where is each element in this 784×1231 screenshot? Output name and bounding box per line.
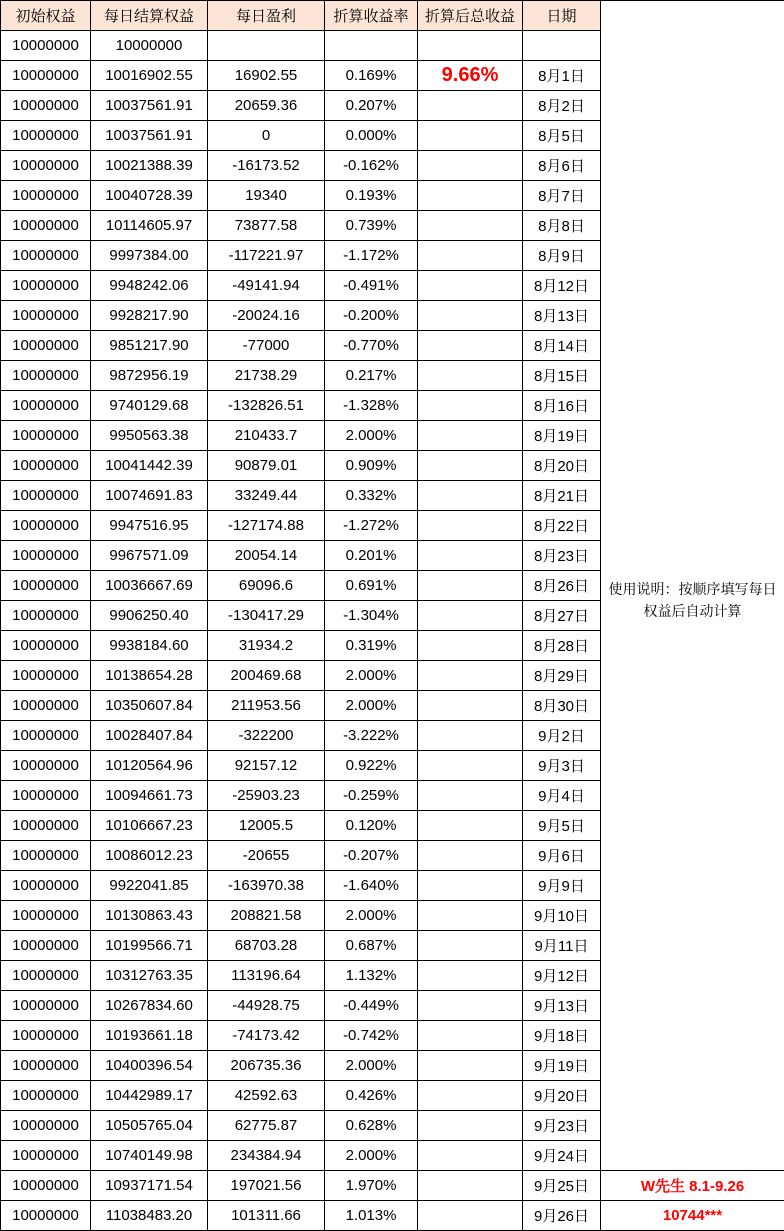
usage-note: 使用说明：按顺序填写每日权益后自动计算 — [601, 31, 784, 1171]
cell-initial-equity: 10000000 — [1, 481, 91, 511]
cell-initial-equity: 10000000 — [1, 661, 91, 691]
cell-date: 9月10日 — [523, 901, 601, 931]
cell-date: 8月5日 — [523, 121, 601, 151]
cell-daily-profit: 101311.66 — [208, 1201, 325, 1231]
cell-date: 8月23日 — [523, 541, 601, 571]
cell-date: 8月15日 — [523, 361, 601, 391]
cell-daily-profit: 42592.63 — [208, 1081, 325, 1111]
client-label: W先生 8.1-9.26 — [601, 1171, 784, 1201]
cell-total-return — [418, 541, 523, 571]
cell-initial-equity: 10000000 — [1, 211, 91, 241]
cell-daily-profit: -117221.97 — [208, 241, 325, 271]
cell-date: 8月8日 — [523, 211, 601, 241]
cell-settlement-equity: 10350607.84 — [91, 691, 208, 721]
cell-daily-profit: 210433.7 — [208, 421, 325, 451]
cell-date: 8月14日 — [523, 331, 601, 361]
cell-date: 8月13日 — [523, 301, 601, 331]
cell-daily-profit: 90879.01 — [208, 451, 325, 481]
cell-daily-profit: -163970.38 — [208, 871, 325, 901]
total-return-value: 9.66% — [418, 61, 523, 91]
cell-daily-profit: 113196.64 — [208, 961, 325, 991]
cell-daily-profit: -132826.51 — [208, 391, 325, 421]
cell-return-rate: 0.691% — [325, 571, 418, 601]
cell-total-return — [418, 961, 523, 991]
cell-return-rate: 1.970% — [325, 1171, 418, 1201]
cell-settlement-equity: 9950563.38 — [91, 421, 208, 451]
cell-initial-equity: 10000000 — [1, 421, 91, 451]
cell-date: 9月6日 — [523, 841, 601, 871]
cell-initial-equity: 10000000 — [1, 601, 91, 631]
cell-daily-profit: 20659.36 — [208, 91, 325, 121]
table-row — [1, 1201, 784, 1231]
cell-return-rate: 0.201% — [325, 541, 418, 571]
cell-date: 8月16日 — [523, 391, 601, 421]
cell-settlement-equity: 10114605.97 — [91, 211, 208, 241]
cell-daily-profit: -49141.94 — [208, 271, 325, 301]
cell-initial-equity: 10000000 — [1, 181, 91, 211]
cell-date: 9月11日 — [523, 931, 601, 961]
cell-initial-equity: 10000000 — [1, 31, 91, 61]
cell-settlement-equity: 10267834.60 — [91, 991, 208, 1021]
cell-total-return — [418, 151, 523, 181]
cell-total-return — [418, 271, 523, 301]
cell-date: 8月12日 — [523, 271, 601, 301]
header-total-return: 折算后总收益 — [418, 1, 523, 31]
cell-return-rate: 0.120% — [325, 811, 418, 841]
cell-settlement-equity: 10086012.23 — [91, 841, 208, 871]
cell-initial-equity: 10000000 — [1, 691, 91, 721]
cell-return-rate: 0.193% — [325, 181, 418, 211]
cell-initial-equity: 10000000 — [1, 61, 91, 91]
header-return-rate: 折算收益率 — [325, 1, 418, 31]
cell-initial-equity: 10000000 — [1, 751, 91, 781]
cell-total-return — [418, 631, 523, 661]
cell-daily-profit: 19340 — [208, 181, 325, 211]
cell-date: 9月3日 — [523, 751, 601, 781]
cell-initial-equity: 10000000 — [1, 361, 91, 391]
cell-date: 8月29日 — [523, 661, 601, 691]
table-row — [1, 1171, 784, 1201]
cell-total-return — [418, 121, 523, 151]
cell-settlement-equity: 9948242.06 — [91, 271, 208, 301]
cell-initial-equity: 10000000 — [1, 151, 91, 181]
cell-return-rate: 1.013% — [325, 1201, 418, 1231]
cell-daily-profit: 92157.12 — [208, 751, 325, 781]
account-label: 10744*** — [601, 1201, 784, 1231]
cell-total-return — [418, 661, 523, 691]
cell-initial-equity: 10000000 — [1, 961, 91, 991]
cell-initial-equity: 10000000 — [1, 121, 91, 151]
cell-return-rate: -0.200% — [325, 301, 418, 331]
cell-date — [523, 31, 601, 61]
cell-date: 8月21日 — [523, 481, 601, 511]
cell-total-return — [418, 1201, 523, 1231]
cell-date: 8月30日 — [523, 691, 601, 721]
cell-return-rate: -0.491% — [325, 271, 418, 301]
cell-return-rate: -1.172% — [325, 241, 418, 271]
cell-daily-profit: -16173.52 — [208, 151, 325, 181]
cell-return-rate: 0.909% — [325, 451, 418, 481]
cell-daily-profit: -44928.75 — [208, 991, 325, 1021]
cell-settlement-equity: 9947516.95 — [91, 511, 208, 541]
cell-return-rate: -0.162% — [325, 151, 418, 181]
cell-date: 9月25日 — [523, 1171, 601, 1201]
cell-settlement-equity: 10074691.83 — [91, 481, 208, 511]
cell-date: 9月2日 — [523, 721, 601, 751]
cell-initial-equity: 10000000 — [1, 871, 91, 901]
cell-date: 8月7日 — [523, 181, 601, 211]
cell-total-return — [418, 571, 523, 601]
cell-settlement-equity: 10028407.84 — [91, 721, 208, 751]
cell-date: 9月19日 — [523, 1051, 601, 1081]
cell-total-return — [418, 241, 523, 271]
cell-daily-profit: -127174.88 — [208, 511, 325, 541]
cell-date: 9月13日 — [523, 991, 601, 1021]
cell-settlement-equity: 10016902.55 — [91, 61, 208, 91]
cell-date: 9月9日 — [523, 871, 601, 901]
cell-date: 8月19日 — [523, 421, 601, 451]
cell-total-return — [418, 331, 523, 361]
cell-settlement-equity: 10442989.17 — [91, 1081, 208, 1111]
cell-settlement-equity: 9938184.60 — [91, 631, 208, 661]
cell-return-rate: 1.132% — [325, 961, 418, 991]
cell-return-rate: 0.922% — [325, 751, 418, 781]
cell-daily-profit: 33249.44 — [208, 481, 325, 511]
cell-total-return — [418, 1111, 523, 1141]
cell-return-rate: 2.000% — [325, 901, 418, 931]
cell-date: 9月5日 — [523, 811, 601, 841]
cell-initial-equity: 10000000 — [1, 541, 91, 571]
cell-settlement-equity: 10199566.71 — [91, 931, 208, 961]
cell-daily-profit: 73877.58 — [208, 211, 325, 241]
cell-date: 9月26日 — [523, 1201, 601, 1231]
cell-initial-equity: 10000000 — [1, 1201, 91, 1231]
cell-return-rate: -1.640% — [325, 871, 418, 901]
cell-settlement-equity: 9851217.90 — [91, 331, 208, 361]
cell-initial-equity: 10000000 — [1, 391, 91, 421]
cell-return-rate: 2.000% — [325, 421, 418, 451]
cell-daily-profit: -20655 — [208, 841, 325, 871]
cell-settlement-equity: 10036667.69 — [91, 571, 208, 601]
cell-initial-equity: 10000000 — [1, 1111, 91, 1141]
cell-daily-profit: -74173.42 — [208, 1021, 325, 1051]
cell-return-rate: 2.000% — [325, 1141, 418, 1171]
cell-return-rate: -1.304% — [325, 601, 418, 631]
cell-settlement-equity: 10041442.39 — [91, 451, 208, 481]
cell-total-return — [418, 991, 523, 1021]
header-date: 日期 — [523, 1, 601, 31]
cell-settlement-equity: 9872956.19 — [91, 361, 208, 391]
cell-settlement-equity: 9967571.09 — [91, 541, 208, 571]
cell-daily-profit: 62775.87 — [208, 1111, 325, 1141]
cell-date: 9月4日 — [523, 781, 601, 811]
cell-initial-equity: 10000000 — [1, 1141, 91, 1171]
cell-initial-equity: 10000000 — [1, 931, 91, 961]
cell-settlement-equity: 9928217.90 — [91, 301, 208, 331]
cell-return-rate: -0.259% — [325, 781, 418, 811]
cell-daily-profit: -77000 — [208, 331, 325, 361]
cell-daily-profit: -25903.23 — [208, 781, 325, 811]
cell-return-rate: -0.742% — [325, 1021, 418, 1051]
cell-daily-profit: 16902.55 — [208, 61, 325, 91]
cell-return-rate: 0.217% — [325, 361, 418, 391]
cell-total-return — [418, 841, 523, 871]
cell-return-rate: 0.000% — [325, 121, 418, 151]
cell-date: 8月6日 — [523, 151, 601, 181]
cell-daily-profit: 21738.29 — [208, 361, 325, 391]
cell-settlement-equity: 10937171.54 — [91, 1171, 208, 1201]
cell-daily-profit: 211953.56 — [208, 691, 325, 721]
cell-return-rate: 0.739% — [325, 211, 418, 241]
table-row — [1, 31, 784, 61]
cell-initial-equity: 10000000 — [1, 91, 91, 121]
cell-return-rate: 0.207% — [325, 91, 418, 121]
cell-initial-equity: 10000000 — [1, 1051, 91, 1081]
cell-total-return — [418, 481, 523, 511]
cell-initial-equity: 10000000 — [1, 571, 91, 601]
cell-initial-equity: 10000000 — [1, 331, 91, 361]
cell-return-rate: 0.687% — [325, 931, 418, 961]
cell-total-return — [418, 211, 523, 241]
cell-return-rate: 0.319% — [325, 631, 418, 661]
cell-date: 9月24日 — [523, 1141, 601, 1171]
cell-daily-profit: -130417.29 — [208, 601, 325, 631]
cell-settlement-equity: 10400396.54 — [91, 1051, 208, 1081]
cell-total-return — [418, 781, 523, 811]
cell-daily-profit: 200469.68 — [208, 661, 325, 691]
cell-daily-profit: 20054.14 — [208, 541, 325, 571]
cell-initial-equity: 10000000 — [1, 811, 91, 841]
cell-initial-equity: 10000000 — [1, 1171, 91, 1201]
cell-total-return — [418, 511, 523, 541]
cell-initial-equity: 10000000 — [1, 1021, 91, 1051]
cell-date: 9月12日 — [523, 961, 601, 991]
cell-daily-profit: 197021.56 — [208, 1171, 325, 1201]
header-daily-settlement-equity: 每日结算权益 — [91, 1, 208, 31]
cell-date: 9月23日 — [523, 1111, 601, 1141]
cell-settlement-equity: 10740149.98 — [91, 1141, 208, 1171]
cell-initial-equity: 10000000 — [1, 841, 91, 871]
cell-return-rate: -1.272% — [325, 511, 418, 541]
cell-settlement-equity: 9740129.68 — [91, 391, 208, 421]
cell-settlement-equity: 10094661.73 — [91, 781, 208, 811]
cell-daily-profit: 0 — [208, 121, 325, 151]
table-body — [1, 31, 784, 1231]
cell-date: 8月1日 — [523, 61, 601, 91]
cell-initial-equity: 10000000 — [1, 631, 91, 661]
cell-total-return — [418, 691, 523, 721]
cell-initial-equity: 10000000 — [1, 1081, 91, 1111]
cell-total-return — [418, 1171, 523, 1201]
cell-settlement-equity: 10312763.35 — [91, 961, 208, 991]
cell-settlement-equity: 10037561.91 — [91, 121, 208, 151]
cell-total-return — [418, 931, 523, 961]
cell-total-return — [418, 1081, 523, 1111]
cell-settlement-equity: 9922041.85 — [91, 871, 208, 901]
header-row — [1, 1, 784, 31]
cell-return-rate: 0.332% — [325, 481, 418, 511]
cell-initial-equity: 10000000 — [1, 511, 91, 541]
cell-total-return — [418, 31, 523, 61]
cell-return-rate: -0.770% — [325, 331, 418, 361]
cell-total-return — [418, 91, 523, 121]
cell-date: 8月26日 — [523, 571, 601, 601]
cell-daily-profit: 208821.58 — [208, 901, 325, 931]
cell-return-rate: 0.628% — [325, 1111, 418, 1141]
cell-daily-profit: 31934.2 — [208, 631, 325, 661]
side-note-column — [601, 1, 784, 31]
cell-settlement-equity: 10000000 — [91, 31, 208, 61]
cell-total-return — [418, 391, 523, 421]
cell-total-return — [418, 181, 523, 211]
cell-date: 8月27日 — [523, 601, 601, 631]
cell-settlement-equity: 10193661.18 — [91, 1021, 208, 1051]
cell-total-return — [418, 601, 523, 631]
cell-date: 8月20日 — [523, 451, 601, 481]
cell-initial-equity: 10000000 — [1, 271, 91, 301]
cell-return-rate — [325, 31, 418, 61]
cell-return-rate: 2.000% — [325, 661, 418, 691]
cell-return-rate: -3.222% — [325, 721, 418, 751]
cell-settlement-equity: 10120564.96 — [91, 751, 208, 781]
cell-date: 9月20日 — [523, 1081, 601, 1111]
cell-date: 8月9日 — [523, 241, 601, 271]
cell-settlement-equity: 11038483.20 — [91, 1201, 208, 1231]
cell-initial-equity: 10000000 — [1, 781, 91, 811]
cell-settlement-equity: 10037561.91 — [91, 91, 208, 121]
cell-settlement-equity: 10505765.04 — [91, 1111, 208, 1141]
cell-total-return — [418, 1051, 523, 1081]
cell-total-return — [418, 871, 523, 901]
header-initial-equity: 初始权益 — [1, 1, 91, 31]
cell-settlement-equity: 9997384.00 — [91, 241, 208, 271]
cell-total-return — [418, 811, 523, 841]
cell-total-return — [418, 721, 523, 751]
cell-daily-profit: -322200 — [208, 721, 325, 751]
cell-initial-equity: 10000000 — [1, 721, 91, 751]
cell-return-rate: -1.328% — [325, 391, 418, 421]
cell-daily-profit: 69096.6 — [208, 571, 325, 601]
cell-total-return — [418, 751, 523, 781]
cell-total-return — [418, 901, 523, 931]
cell-settlement-equity: 10138654.28 — [91, 661, 208, 691]
cell-total-return — [418, 421, 523, 451]
cell-initial-equity: 10000000 — [1, 451, 91, 481]
cell-return-rate: -0.207% — [325, 841, 418, 871]
cell-return-rate: 0.169% — [325, 61, 418, 91]
cell-initial-equity: 10000000 — [1, 301, 91, 331]
cell-total-return — [418, 361, 523, 391]
cell-total-return — [418, 1021, 523, 1051]
cell-initial-equity: 10000000 — [1, 901, 91, 931]
cell-settlement-equity: 9906250.40 — [91, 601, 208, 631]
cell-daily-profit: 12005.5 — [208, 811, 325, 841]
cell-daily-profit: 234384.94 — [208, 1141, 325, 1171]
cell-total-return — [418, 301, 523, 331]
cell-return-rate: -0.449% — [325, 991, 418, 1021]
cell-settlement-equity: 10106667.23 — [91, 811, 208, 841]
cell-settlement-equity: 10130863.43 — [91, 901, 208, 931]
cell-total-return — [418, 1141, 523, 1171]
cell-date: 8月2日 — [523, 91, 601, 121]
cell-return-rate: 0.426% — [325, 1081, 418, 1111]
cell-return-rate: 2.000% — [325, 1051, 418, 1081]
cell-return-rate: 2.000% — [325, 691, 418, 721]
cell-daily-profit: -20024.16 — [208, 301, 325, 331]
cell-daily-profit: 68703.28 — [208, 931, 325, 961]
cell-daily-profit: 206735.36 — [208, 1051, 325, 1081]
cell-daily-profit — [208, 31, 325, 61]
cell-date: 8月28日 — [523, 631, 601, 661]
header-daily-profit: 每日盈利 — [208, 1, 325, 31]
cell-initial-equity: 10000000 — [1, 991, 91, 1021]
cell-settlement-equity: 10021388.39 — [91, 151, 208, 181]
cell-date: 8月22日 — [523, 511, 601, 541]
cell-initial-equity: 10000000 — [1, 241, 91, 271]
cell-settlement-equity: 10040728.39 — [91, 181, 208, 211]
cell-total-return — [418, 451, 523, 481]
cell-date: 9月18日 — [523, 1021, 601, 1051]
